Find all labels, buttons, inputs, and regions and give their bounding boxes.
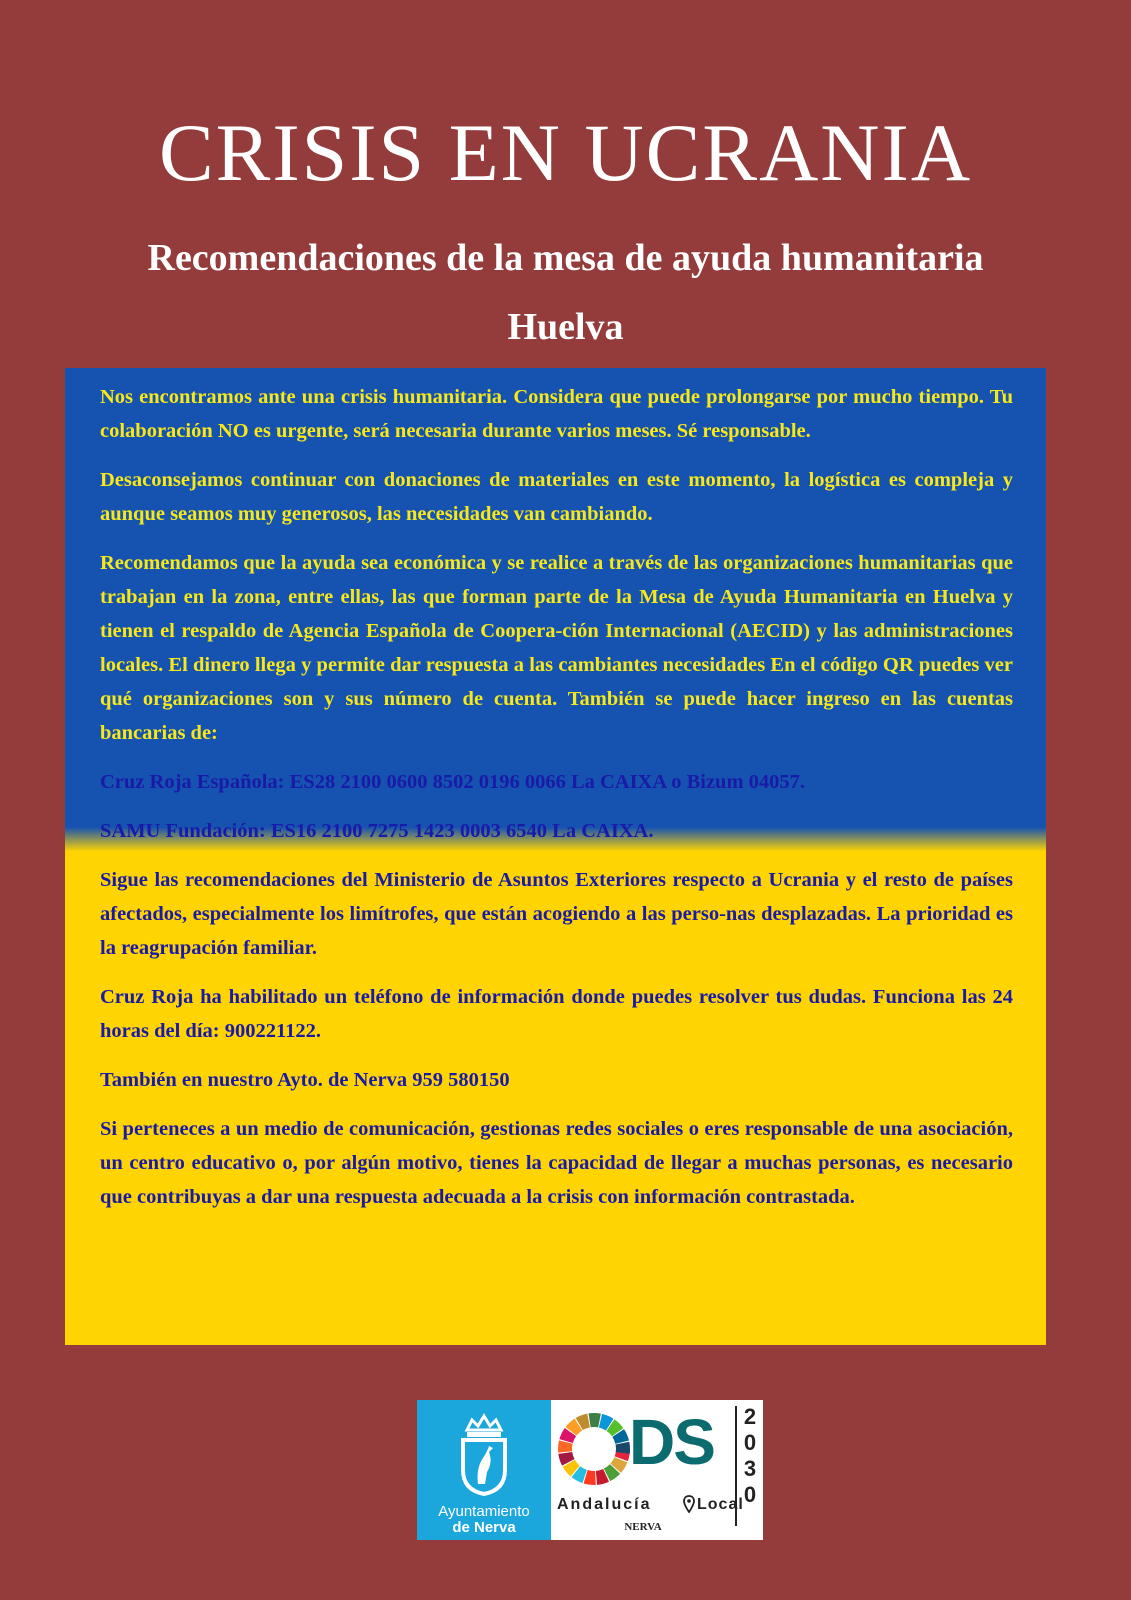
ods-town: NERVA [624,1521,662,1533]
ods-year-digit: 2 [743,1404,757,1429]
ods-year-digit: 3 [743,1456,757,1481]
paragraph-cruz-roja-account: Cruz Roja Española: ES28 2100 0600 8502 0196 0066 La CAIXA o Bizum 04057. [100,771,806,793]
paragraph-ministry: Sigue las recomendaciones del Ministerio de Asuntos Exteriores respecto a Ucrania y el resto de países afectados, especialmente los limítrofes, que están acogiendo a las perso-nas desplazadas. La prioridad es la reagrupación familiar. [100,869,1013,959]
ods-year-digit: 0 [743,1482,757,1507]
paragraph-donations: Desaconsejamos continuar con donaciones de materiales en este momento, la logística es compleja y aunque seamos muy generosos, las necesidades van cambiando. [100,469,1013,525]
nerva-logo-line1: Ayuntamiento [438,1503,530,1520]
paragraph-samu-account: SAMU Fundación: ES16 2100 7275 1423 0003 6540 La CAIXA. [100,820,654,842]
page-subtitle: Recomendaciones de la mesa de ayuda humanitaria [147,237,984,279]
ods-region: Andalucía [557,1496,652,1513]
paragraph-media: Si perteneces a un medio de comunicación, gestionas redes sociales o eres responsable de una asociación, un centro educativo o, por algún motivo, tienes la capacidad de llegar a muchas personas, es necesario que contribuyas a dar una respuesta adecuada a la crisis con información contrastada. [100,1118,1013,1208]
coat-of-arms-icon [459,1412,509,1496]
footer-logos [417,1400,763,1540]
ods-year [741,1404,759,1508]
paragraph-economic-aid: Recomendamos que la ayuda sea económica y se realice a través de las organizaciones humanitarias que trabajan en la zona, entre ellas, las que forman parte de la Mesa de Ayuda Humanitaria en Huelva y tienen el respaldo de Agencia Española de Coopera-ción Internacional (AECID) y las administraciones locales. El dinero llega y permite dar respuesta a las cambiantes necesidades En el código QR puedes ver qué organizaciones son y sus número de cuenta. También se puede hacer ingreso en las cuentas bancarias de: [100,552,1013,744]
ods-local: Local [697,1496,744,1513]
ukraine-flag-panel [65,368,1046,1345]
location-pin-icon [683,1495,695,1513]
sdg-wheel-icon [557,1412,631,1486]
ods-year-digit: 0 [743,1430,757,1455]
ods-mark: DS [629,1406,714,1478]
nerva-logo-line2: de Nerva [452,1519,516,1536]
place-name: Huelva [507,306,624,348]
paragraph-intro: Nos encontramos ante una crisis humanitaria. Considera que puede prolongarse por mucho tiempo. Tu colaboración NO es urgente, será necesaria durante varios meses. Sé responsable. [100,386,1013,442]
page-title: CRISIS EN UCRANIA [158,107,973,198]
ayuntamiento-nerva-logo [417,1400,551,1540]
paragraph-phone: Cruz Roja ha habilitado un teléfono de información donde puedes resolver tus dudas. Funciona las 24 horas del día: 900221122. [100,986,1013,1042]
paragraph-ayto-phone: También en nuestro Ayto. de Nerva 959 580150 [100,1069,510,1091]
ods-andalucia-local-logo [551,1400,763,1540]
